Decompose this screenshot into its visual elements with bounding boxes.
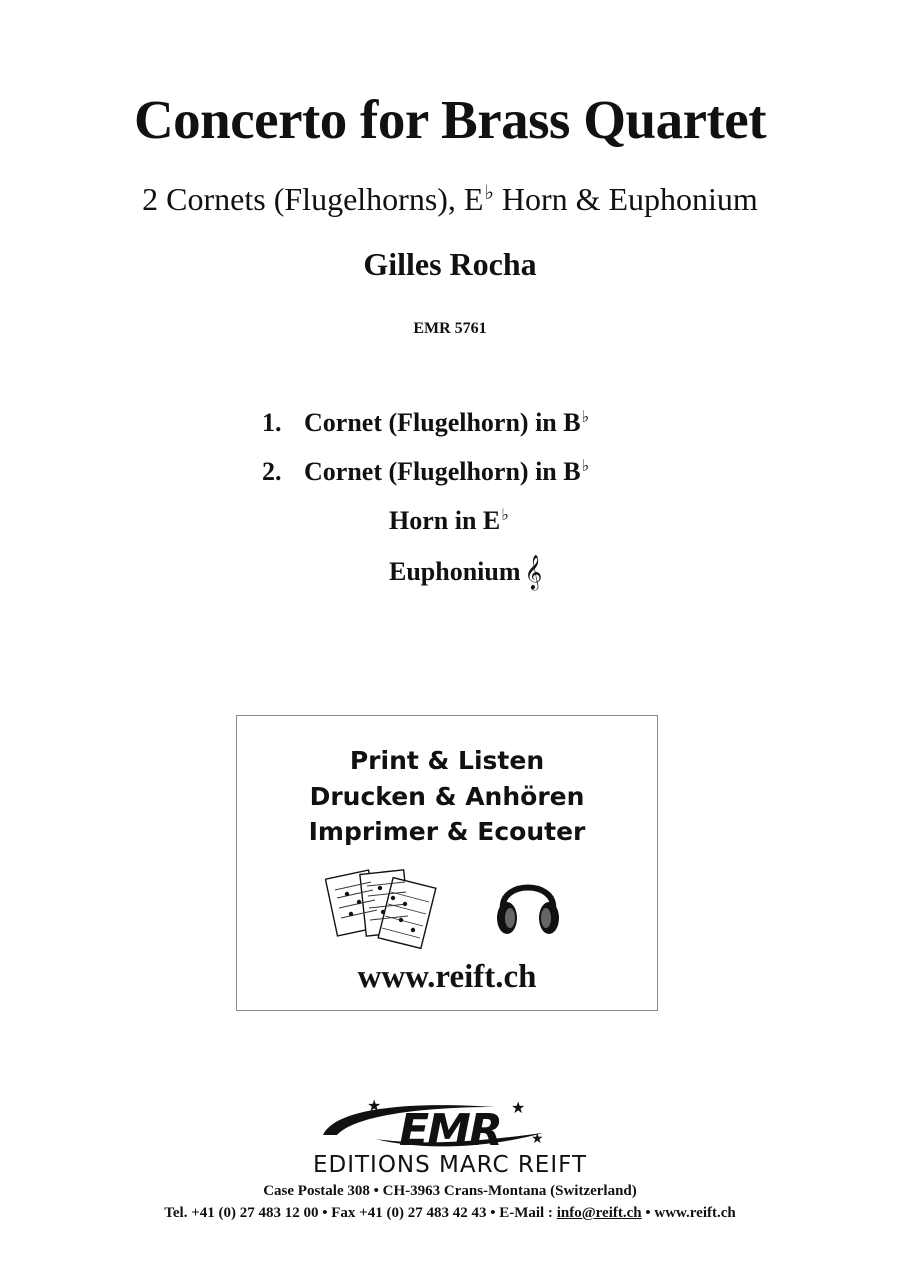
part-item bbox=[389, 555, 542, 590]
promo-line: Print & Listen bbox=[349, 746, 545, 775]
publisher-contact bbox=[0, 1205, 900, 1222]
svg-text:★: ★ bbox=[531, 1131, 544, 1147]
emr-logo-text: EMR bbox=[399, 1105, 501, 1156]
promo-url: www.reift.ch bbox=[357, 959, 537, 995]
print-listen-box bbox=[236, 715, 658, 1011]
headphones-icon bbox=[493, 866, 563, 941]
composer-name: Gilles Rocha bbox=[363, 246, 537, 282]
score-title: Concerto for Brass Quartet bbox=[133, 89, 767, 150]
part-number: 1. bbox=[262, 407, 282, 437]
svg-text:★: ★ bbox=[511, 1098, 526, 1117]
catalog-number: EMR 5761 bbox=[413, 320, 487, 337]
instrumentation-subtitle bbox=[0, 181, 900, 218]
flat-sign: ♭ bbox=[581, 458, 590, 475]
part-item bbox=[262, 456, 589, 487]
part-item bbox=[262, 407, 589, 438]
publisher-address: Case Postale 308 • CH-3963 Crans-Montana (Switzerland) bbox=[263, 1183, 637, 1199]
part-name: Cornet (Flugelhorn) in B bbox=[304, 456, 581, 486]
part-name: Euphonium bbox=[389, 557, 521, 586]
part-number: 2. bbox=[262, 456, 282, 486]
flat-sign: ♭ bbox=[581, 409, 590, 426]
promo-line: Imprimer & Ecouter bbox=[308, 817, 586, 846]
publisher-name: EDITIONS MARC REIFT bbox=[312, 1152, 588, 1178]
part-name: Cornet (Flugelhorn) in B bbox=[304, 407, 581, 437]
subtitle-text-end: Horn & Euphonium bbox=[493, 181, 758, 217]
part-item bbox=[389, 505, 509, 536]
flat-sign: ♭ bbox=[501, 507, 509, 524]
sheet-music-icon bbox=[325, 864, 440, 954]
part-name: Horn in E bbox=[389, 505, 501, 535]
flat-sign: ♭ bbox=[484, 182, 494, 205]
email-link[interactable]: info@reift.ch bbox=[556, 1205, 642, 1221]
treble-clef-icon: 𝄞 bbox=[524, 555, 543, 590]
contact-phone-fax: Tel. +41 (0) 27 483 12 00 • Fax +41 (0) 27 483 42 43 • E-Mail : bbox=[164, 1205, 557, 1221]
svg-text:★: ★ bbox=[367, 1096, 382, 1115]
contact-website[interactable]: • www.reift.ch bbox=[641, 1205, 736, 1221]
subtitle-text: 2 Cornets (Flugelhorns), E bbox=[142, 181, 484, 217]
promo-line: Drucken & Anhören bbox=[309, 782, 585, 811]
